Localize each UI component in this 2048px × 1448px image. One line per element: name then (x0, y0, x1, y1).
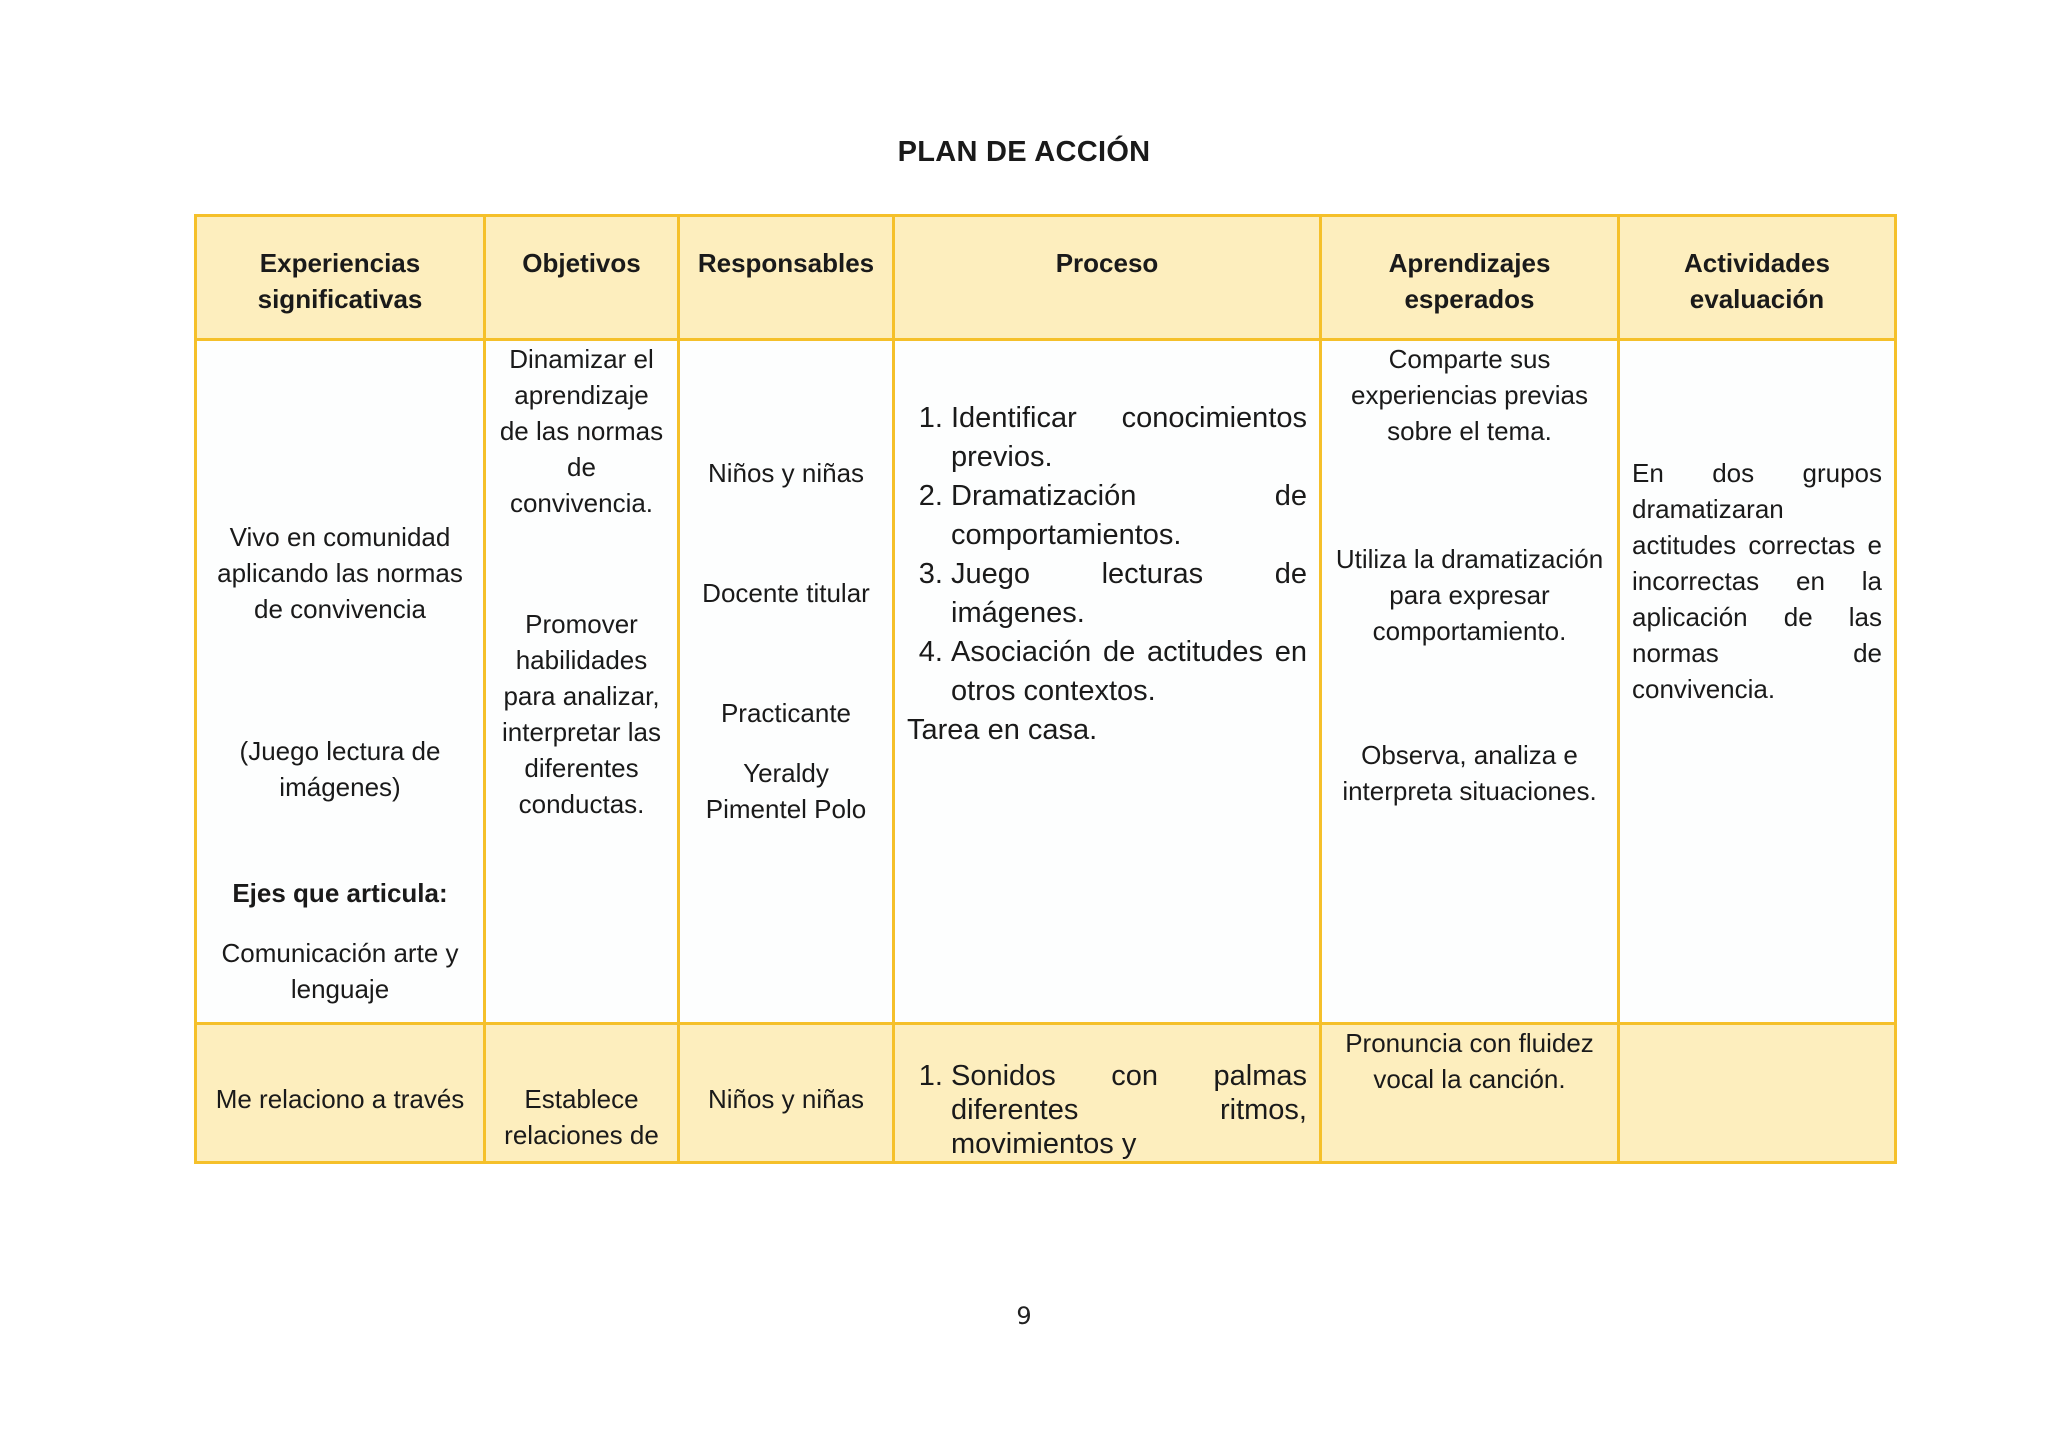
table-header-row (196, 216, 1896, 340)
header-proceso: Proceso (894, 216, 1321, 340)
cell-experiencias (196, 340, 485, 1024)
responsable-docente: Docente titular (702, 578, 870, 608)
process-list (907, 399, 1307, 711)
experiencia-main: Me relaciono a través (215, 1084, 465, 1114)
cell-objetivos (485, 340, 679, 1024)
table-row (196, 340, 1896, 1024)
aprendizaje-1: Comparte sus experiencias previas sobre el tema. (1350, 344, 1588, 446)
responsable-ninos: Niños y niñas (707, 1084, 865, 1114)
cell-objetivos (485, 1024, 679, 1163)
header-objetivos: Objetivos (485, 216, 679, 340)
cell-aprendizajes (1321, 340, 1619, 1024)
page-title: PLAN DE ACCIÓN (897, 136, 1151, 168)
cell-proceso (894, 340, 1321, 1024)
process-list (907, 1059, 1307, 1161)
cell-responsables (679, 340, 894, 1024)
process-step: 2. Dramatización de comportamientos. (951, 477, 1307, 555)
responsable-nombre: Yeraldy Pimentel Polo (705, 758, 867, 824)
aprendizaje-2: Utiliza la dramatización para expresar comportamiento. (1335, 544, 1604, 646)
experiencia-sub: (Juego lectura de imágenes) (239, 736, 441, 802)
objetivo-2: Promover habilidades para analizar, interpretar las diferentes conductas. (502, 609, 661, 819)
header-actividades: Actividades evaluación (1619, 216, 1896, 340)
ejes-value: Comunicación arte y lenguaje (221, 938, 459, 1004)
header-experiencias: Experiencias significativas (196, 216, 485, 340)
cell-actividades (1619, 340, 1896, 1024)
cell-aprendizajes (1321, 1024, 1619, 1163)
cell-experiencias (196, 1024, 485, 1163)
aprendizaje-1: Pronuncia con fluidez vocal la canción. (1345, 1028, 1594, 1094)
objetivo-1: Dinamizar el aprendizaje de las normas de convivencia. (499, 344, 664, 518)
ejes-label: Ejes que articula: (232, 878, 448, 908)
cell-actividades (1619, 1024, 1896, 1163)
cell-responsables (679, 1024, 894, 1163)
objetivo-1: Establece relaciones de (504, 1084, 659, 1150)
process-step: 1. Identificar conocimientos previos. (951, 399, 1307, 477)
responsable-ninos: Niños y niñas (707, 458, 865, 488)
header-aprendizajes: Aprendizajes esperados (1321, 216, 1619, 340)
process-step: 4. Asociación de actitudes en otros contextos. (951, 633, 1307, 711)
actividad-evaluacion: En dos grupos dramatizaran actitudes correctas e incorrectas en la aplicación de las normas de convivencia. (1632, 458, 1882, 704)
process-task: Tarea en casa. (907, 714, 1098, 746)
header-responsables: Responsables (679, 216, 894, 340)
page-number: 9 (1016, 1302, 1032, 1330)
aprendizaje-3: Observa, analiza e interpreta situaciones. (1342, 740, 1597, 806)
responsable-practicante: Practicante (720, 698, 852, 728)
action-plan-table (194, 214, 1897, 1164)
cell-proceso (894, 1024, 1321, 1163)
experiencia-main: Vivo en comunidad aplicando las normas de convivencia (217, 522, 463, 624)
process-step: 1. Sonidos con palmas diferentes ritmos, movimientos y (951, 1059, 1307, 1161)
table-row (196, 1024, 1896, 1163)
process-step: 3. Juego lecturas de imágenes. (951, 555, 1307, 633)
